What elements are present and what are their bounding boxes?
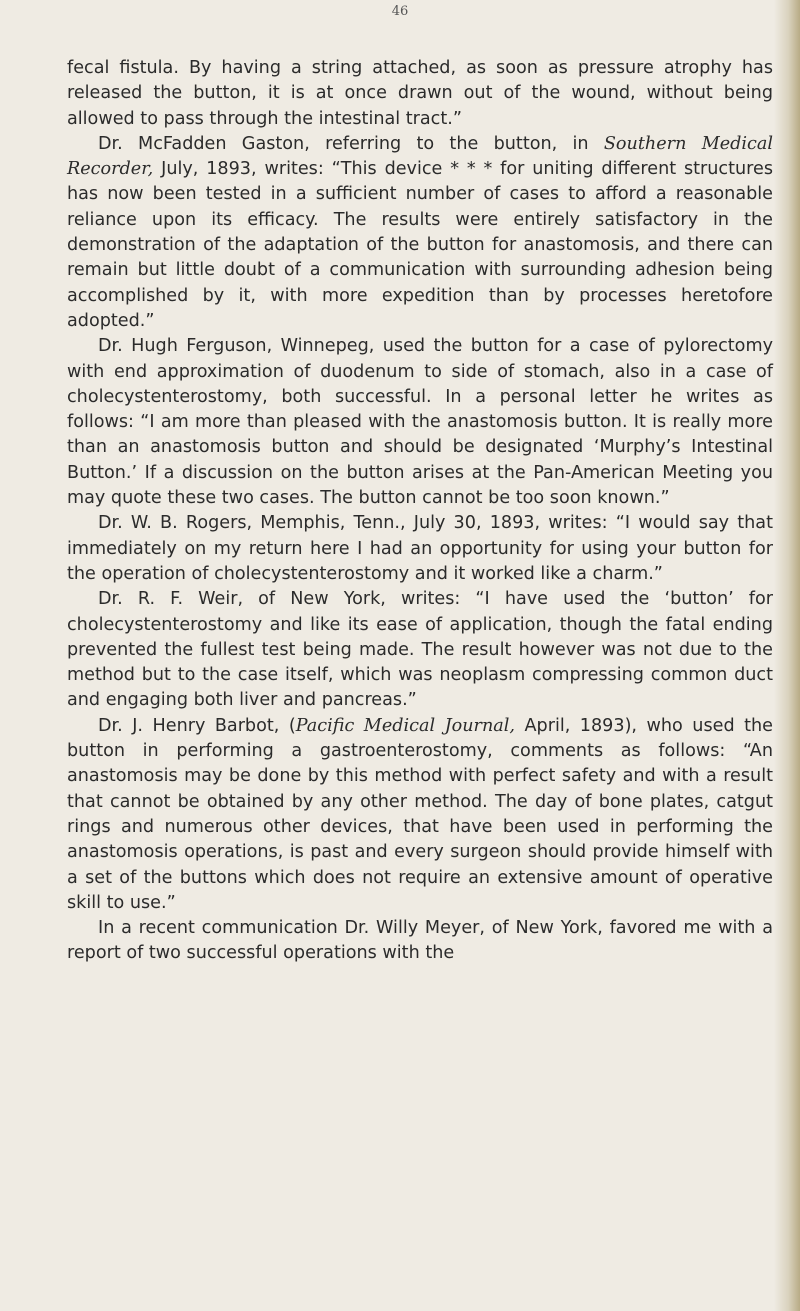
paragraph <box>67 132 773 334</box>
paragraph-text: Dr. R. F. Weir, of New York, writes: “I have used the ‘button’ for cholecystenterostomy and like its ease of application, though the fatal ending prevented the fullest test being made. The result however was not due to the method but to the case itself, which was neoplasm compressing common duct and engaging both liver and pancreas.” <box>67 589 773 711</box>
paragraph-text: Dr. W. B. Rogers, Memphis, Tenn., July 30, 1893, writes: “I would say that immediately on my return here I had an opportunity for using your button for the operation of cholecystenterostomy and it worked like a charm.” <box>67 513 773 584</box>
paragraph <box>67 511 773 587</box>
body-text <box>67 56 773 967</box>
paragraph <box>67 56 773 132</box>
page-edge-shadow <box>774 0 800 1311</box>
page-number: 46 <box>391 4 409 19</box>
paragraph-text: In a recent communication Dr. Willy Meyer, of New York, favored me with a report of two successful operations with the <box>67 918 773 964</box>
paragraph-text: Dr. J. Henry Barbot, ( <box>98 715 296 736</box>
paragraph-text: fecal fistula. By having a string attached, as soon as pressure atrophy has released the button, it is at once drawn out of the wound, without being allowed to pass through the intestinal tract.” <box>67 58 773 129</box>
paragraph <box>67 334 773 511</box>
paragraph-text: Dr. McFadden Gaston, referring to the button, in <box>98 133 604 154</box>
paragraph-text: Dr. Hugh Ferguson, Winnepeg, used the button for a case of pylorectomy with end approximation of duodenum to side of stomach, also in a case of cholecystenterostomy, both successful. In a personal letter he writes as follows: “I am more than pleased with the anastomosis button. It is really more than an anastomosis button and should be designated ‘Murphy’s Intestinal Button.’ If a discussion on the button arises at the Pan-American Meeting you may quote these two cases. The button cannot be too soon known.” <box>67 336 773 509</box>
paragraph-text: April, 1893), who used the button in performing a gastroenterostomy, comments as follows: “An anastomosis may be done by this method with perfect safety and with a result that cannot be obtained by any other method. The day of bone plates, catgut rings and numerous other devices, that have been used in performing the anastomosis operations, is past and every surgeon should provide himself with a set of the buttons which does not require an extensive amount of operative skill to use.” <box>67 715 773 913</box>
paragraph-text: July, 1893, writes: “This device * * * for uniting different structures has now been tested in a sufficient number of cases to afford a reasonable reliance upon its efficacy. The results were entirely satisfactory in the demonstration of the adaptation of the button for anastomosis, and there can remain but little doubt of a communication with surrounding adhesion being accomplished by it, with more expedition than by processes heretofore adopted.” <box>67 159 773 331</box>
journal-title: Pacific Medical Journal, <box>295 715 516 736</box>
paragraph <box>67 916 773 967</box>
paragraph <box>67 587 773 713</box>
journal-title: Southern Medical Recorder, <box>67 133 773 180</box>
paragraph <box>67 714 773 916</box>
